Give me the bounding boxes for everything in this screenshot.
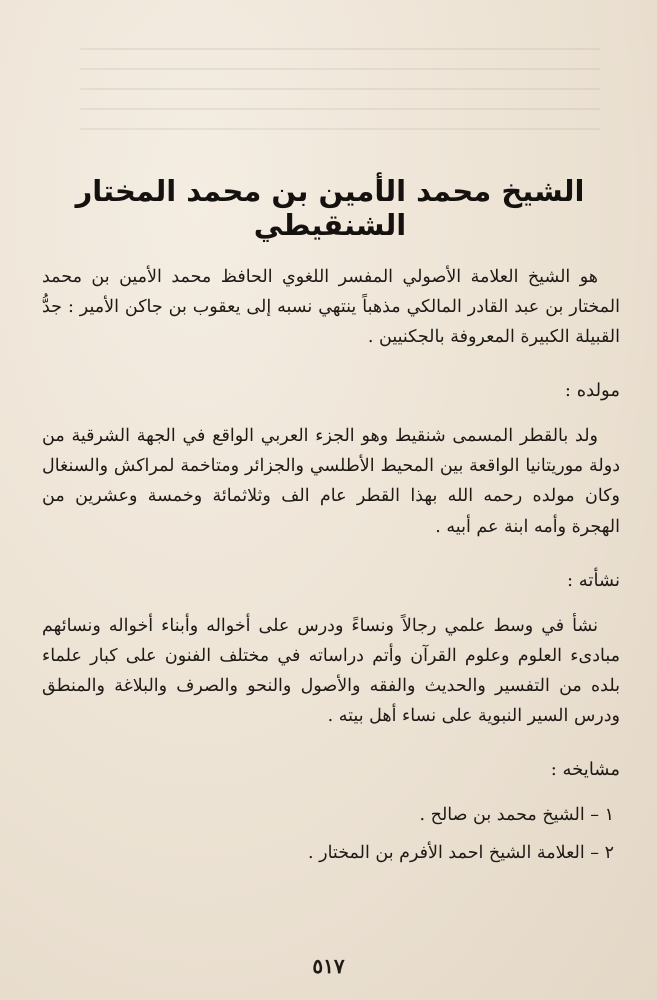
bleed-through-texture <box>80 30 600 150</box>
teacher-item: ٢ – العلامة الشيخ احمد الأفرم بن المختار . <box>308 842 614 863</box>
birth-paragraph: ولد بالقطر المسمى شنقيط وهو الجزء العربي الواقع في الجهة الشرقية من دولة موريتانيا الواقعة بين المحيط الأطلسي والجزائر ومتاخمة لمراكش والسنغال وكان مولده رحمه الله بهذا القطر عام الف وثلاثمائة وخمسة وعشرين من الهجرة وأمه ابنة عم أبيه . <box>42 426 620 537</box>
upbringing-paragraph: نشأ في وسط علمي رجالاً ونساءً ودرس على أخواله وأبناء أخواله ونسائهم مبادىء العلوم وعلوم القرآن وأتم دراساته في مختلف الفنون على كبار علماء بلده من التفسير والحديث والفقه والأصول والنحو والصرف والبلاغة والمنطق ودرس السير النبوية على نساء أهل بيته . <box>42 615 620 726</box>
page-number: ٥١٧ <box>312 954 345 978</box>
upbringing-heading: نشأته : <box>567 569 620 591</box>
intro-paragraph: هو الشيخ العلامة الأصولي المفسر اللغوي الحافظ محمد الأمين بن محمد المختار بن عبد القادر المالكي مذهباً ينتهي نسبه إلى يعقوب بن جاكن الأمير : جدُّ القبيلة الكبيرة المعروفة بالجكنيين . <box>42 267 620 348</box>
teachers-heading: مشايخه : <box>550 758 620 780</box>
document-body <box>42 262 620 868</box>
page-title: الشيخ محمد الأمين بن محمد المختار الشنقيطي <box>75 174 585 242</box>
birth-heading: مولده : <box>564 380 620 402</box>
teachers-list <box>42 800 620 868</box>
teacher-item: ١ – الشيخ محمد بن صالح . <box>419 804 614 825</box>
